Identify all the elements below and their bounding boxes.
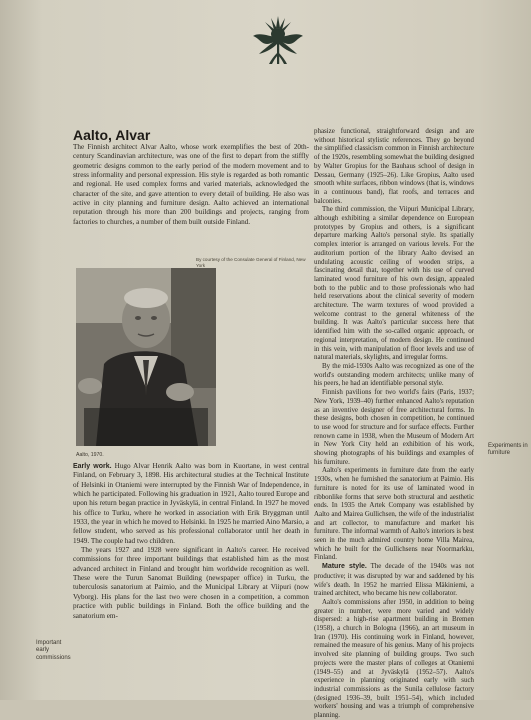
library-paragraph: The third commission, the Viipuri Municipal Library, although exhibiting a similar dependence on European prototypes by Gropius and others, is a significant departure marking Aalto's personal style. Its spatially complex interior is arranged on various levels. For the auditorium portion of the library Aalto devised an undulating acoustic ceiling of wooden strips, a fascinating detail that, together with his use of curved laminated wood furniture of his own design, appealed both to the public and to those professionals who had held reservations about the clinical severity of modern architecture. The warm textures of wood provided a welcome contrast to the general whiteness of the building. It was Aalto's particular success here that identified him with the so-called organic approach, or regional interpretation, of modern design. He continued in this vein, with manipulation of floor levels and use of natural materials, skylights, and irregular forms. bbox=[314, 205, 474, 362]
pavilions-paragraph: Finnish pavilions for two world's fairs (Paris, 1937; New York, 1939–40) further enhanced Aalto's reputation as an inventive designer of free architectural forms. In these designs, both chosen in competition, he continued to use wood for structure and for surface effects. Further renown came in 1938, when the Museum of Modern Art in New York City held an exhibition of his work, showing photographs of his buildings and examples of his furniture. bbox=[314, 388, 474, 466]
intro-paragraph: The Finnish architect Alvar Aalto, whose work exemplifies the best of 20th-century Scandinavian architecture, was one of the first to depart from the stiffly geometric designs common to the early period of the modern movement and to stress informality and personal expression. His style is regarded as both romantic and regional. He used complex forms and varied materials, acknowledged the character of the site, and gave attention to every detail of building. He also was active in city planning and furniture design. Aalto achieved an international reputation through his more than 200 buildings and projects, ranging from factories to churches, a number of them built outside Finland. bbox=[73, 143, 309, 226]
early-work-paragraph bbox=[73, 462, 309, 546]
later-commissions-paragraph: Aalto's commissions after 1950, in addition to being greater in number, were more varied and widely dispersed: a high-rise apartment building in Bremen (1958), a church in Bologna (1966), an art museum in Iran (1970). His continuing work in Finland, however, remained the measure of his genius. Many of his projects involved site planning of building groups. Two such projects were the master plans of colleges at Otaniemi (1949–55) and at Jyväskylä (1952–57). Aalto's experience in planning originated early with such industrial commissions as the Sunila cellulose factory (designed 1936–39, built 1951–54), which included workers' housing and was a triumph of comprehensive planning. bbox=[314, 597, 474, 720]
mature-style-text: The decade of the 1940s was not productive; it was disrupted by war and saddened by his wife's death. In 1952 he married Elissa Mäkiniemi, a trained architect, who became his new collaborator. bbox=[314, 562, 474, 598]
thistle-emblem-icon bbox=[247, 8, 309, 70]
early-work-heading: Early work. bbox=[73, 463, 112, 470]
recognition-paragraph: By the mid-1930s Aalto was recognized as one of the world's outstanding modern architects; unlike many of his peers, he had an identifiable personal style. bbox=[314, 361, 474, 388]
margin-note-furniture: Experiments in furniture bbox=[488, 443, 528, 457]
early-work-text: Hugo Alvar Henrik Aalto was born in Kuortane, in west central Finland, on February 3, 1898. His architectural studies at the Technical Institute of Helsinki in Otaniemi were interrupted by the Finnish War of Independence, in which he participated. Following his graduation in 1921, Aalto toured Europe and upon his return began practice in Jyväskylä, in central Finland. In 1927 he moved his office to Turku, where he worked in association with Erik Bryggman until 1933, the year in which he moved to Helsinki. In 1925 he married Aino Marsio, a fellow student, who served as his professional collaborator until her death in 1949. The couple had two children. bbox=[73, 462, 309, 545]
intro-column bbox=[73, 143, 309, 227]
early-work-column bbox=[73, 462, 309, 621]
margin-note-commissions: Important early commissions bbox=[36, 640, 71, 661]
commissions-paragraph: The years 1927 and 1928 were significant in Aalto's career. He received commissions for three important buildings that established him as the most advanced architect in Finland and brought him worldwide recognition as well. These were the Turun Sanomat Building (newspaper office) in Turku, the tuberculosis sanatorium at Paimio, and the Municipal Library at Viipuri (now Vyborg). His plans for the last two were chosen in a competition, a common practice with public buildings in Finland. Both the office building and the sanatorium em- bbox=[73, 546, 309, 620]
entry-title: Aalto, Alvar bbox=[73, 127, 151, 143]
portrait-photo bbox=[76, 268, 216, 446]
right-column bbox=[314, 127, 474, 720]
mature-style-heading: Mature style. bbox=[322, 563, 367, 571]
furniture-paragraph: Aalto's experiments in furniture date from the early 1930s, when he furnished the sanatorium at Paimio. His furniture is noted for its use of laminated wood in ribbonlike forms that serve both structural and aesthetic ends. In 1935 the Artek Company was established by Aalto and Mairea Gullichsen, the wife of the industrialist and art collector, to manufacture and market his furniture. The informal warmth of Aalto's interiors is best seen in the much admired country home Villa Mairea, which he built for the Gullichsens near Noormarkku, Finland. bbox=[314, 466, 474, 562]
photo-caption: Aalto, 1970. bbox=[76, 452, 104, 458]
photo-credit: By courtesy of the Consulate General of Finland, New York bbox=[196, 257, 306, 268]
portrait-illustration bbox=[76, 268, 216, 446]
mature-style-paragraph bbox=[314, 562, 474, 598]
design-paragraph: phasize functional, straightforward design and are without historical stylistic references. They go beyond the simplified classicism common in Finnish architecture of the 1920s, resembling somewhat the building designed by Walter Gropius for the Bauhaus school of design in Dessau, Germany (1925–26). Like Gropius, Aalto used smooth white surfaces, ribbon windows (that is, windows in a continuous band), flat roofs, and terraces and balconies. bbox=[314, 127, 474, 205]
